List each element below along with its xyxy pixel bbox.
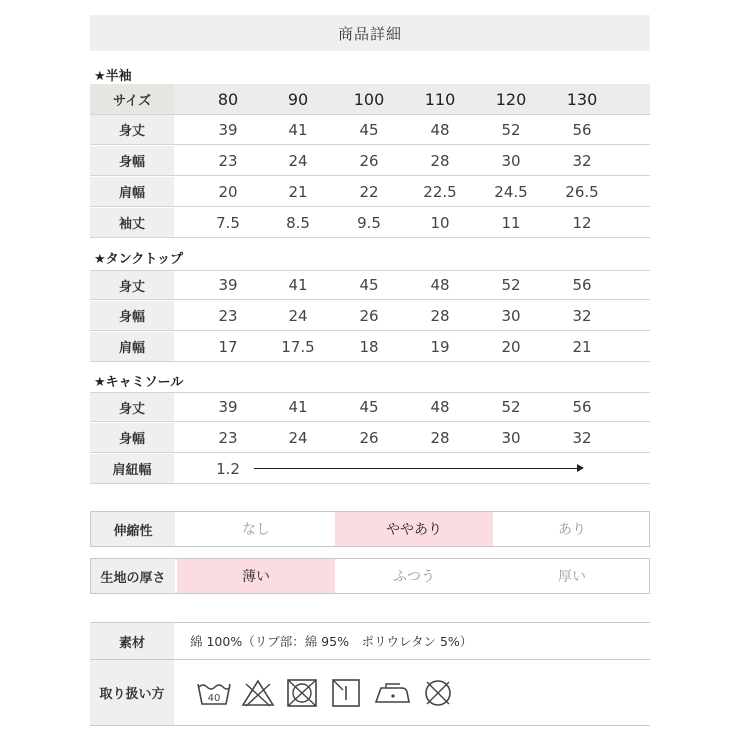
table-cell: 39 xyxy=(218,120,238,139)
table-cell: 12 xyxy=(572,213,592,232)
size-header-label: サイズ xyxy=(90,84,174,114)
table-cell: 26 xyxy=(359,151,379,170)
table-row xyxy=(90,454,650,484)
stretch-label: 伸縮性 xyxy=(91,512,175,546)
table-cell: 30 xyxy=(501,306,521,325)
section-label-tank-top: ★タンクトップ xyxy=(94,252,184,267)
page-title: 商品詳細 xyxy=(90,15,650,51)
table-cell: 24.5 xyxy=(494,182,528,201)
svg-text:40: 40 xyxy=(207,692,221,704)
thickness-label: 生地の厚さ xyxy=(91,559,175,593)
no-tumble-dry-icon xyxy=(284,678,320,708)
table-cell: 48 xyxy=(430,276,450,294)
thickness-scale xyxy=(90,558,650,594)
stretch-scale xyxy=(90,511,650,547)
table-cell: 28 xyxy=(430,306,450,325)
table-cell: 45 xyxy=(359,276,379,294)
table-row xyxy=(90,208,650,238)
table-cell: 52 xyxy=(501,120,521,139)
table-cell: 22.5 xyxy=(423,182,457,201)
table-cell: 17 xyxy=(218,337,238,356)
size-80: 80 xyxy=(217,89,239,109)
table-row xyxy=(90,146,650,176)
table-cell: 8.5 xyxy=(286,213,310,232)
size-100: 100 xyxy=(353,89,385,109)
row-label: 肩幅 xyxy=(90,177,174,206)
table-cell: 20 xyxy=(218,182,238,201)
line-dry-shade-icon xyxy=(328,678,364,708)
table-cell: 30 xyxy=(501,151,521,170)
table-row xyxy=(90,392,650,422)
table-cell: 17.5 xyxy=(281,337,315,356)
table-cell: 30 xyxy=(501,428,521,447)
table-cell: 24 xyxy=(288,306,308,325)
size-90: 90 xyxy=(287,89,309,109)
table-cell: 52 xyxy=(501,276,521,294)
care-row xyxy=(90,660,650,726)
size-110: 110 xyxy=(424,89,456,109)
table-cell: 11 xyxy=(501,213,521,232)
table-cell: 41 xyxy=(288,276,308,294)
table-cell: 1.2 xyxy=(216,459,240,478)
table-cell: 52 xyxy=(501,398,521,416)
material-text: 綿 100%（リブ部：綿 95% ポリウレタン 5%） xyxy=(190,634,473,649)
table-cell: 19 xyxy=(430,337,450,356)
table-cell: 32 xyxy=(572,428,592,447)
table-cell: 23 xyxy=(218,428,238,447)
table-cell: 56 xyxy=(572,120,592,139)
table-cell: 21 xyxy=(572,337,592,356)
thickness-option-thin: 薄い xyxy=(177,559,335,593)
thickness-option-thick: 厚い xyxy=(558,569,586,585)
table-cell: 7.5 xyxy=(216,213,240,232)
table-cell: 10 xyxy=(430,213,450,232)
table-cell: 32 xyxy=(572,151,592,170)
table-cell: 41 xyxy=(288,120,308,139)
table-cell: 24 xyxy=(288,428,308,447)
table-cell: 41 xyxy=(288,398,308,416)
section-label-camisole: ★キャミソール xyxy=(94,375,184,390)
row-label: 身幅 xyxy=(90,301,174,330)
same-value-arrow-icon xyxy=(254,468,582,469)
row-label: 身丈 xyxy=(90,115,174,144)
table-cell: 28 xyxy=(430,428,450,447)
care-label: 取り扱い方 xyxy=(90,660,174,725)
table-row xyxy=(90,301,650,331)
table-cell: 26 xyxy=(359,428,379,447)
row-label: 肩幅 xyxy=(90,332,174,361)
thickness-option-normal: ふつう xyxy=(393,569,435,585)
table-row xyxy=(90,115,650,145)
table-row xyxy=(90,270,650,300)
row-label: 肩紐幅 xyxy=(90,454,174,483)
table-cell: 23 xyxy=(218,151,238,170)
table-cell: 32 xyxy=(572,306,592,325)
table-cell: 26 xyxy=(359,306,379,325)
table-cell: 22 xyxy=(359,182,379,201)
table-cell: 21 xyxy=(288,182,308,201)
table-cell: 26.5 xyxy=(565,182,599,201)
material-row xyxy=(90,622,650,660)
no-bleach-icon xyxy=(240,678,276,708)
iron-low-icon xyxy=(372,678,412,708)
stretch-option-yes: あり xyxy=(558,522,586,538)
row-label: 身丈 xyxy=(90,393,174,421)
table-row xyxy=(90,423,650,453)
table-cell: 9.5 xyxy=(357,213,381,232)
table-cell: 56 xyxy=(572,398,592,416)
row-label: 身丈 xyxy=(90,271,174,299)
size-header-row xyxy=(90,84,650,115)
table-row xyxy=(90,332,650,362)
size-120: 120 xyxy=(495,89,527,109)
section-label-half-sleeve: ★半袖 xyxy=(94,69,132,84)
no-dry-clean-icon xyxy=(420,678,456,708)
table-cell: 56 xyxy=(572,276,592,294)
table-cell: 28 xyxy=(430,151,450,170)
table-cell: 45 xyxy=(359,398,379,416)
table-cell: 39 xyxy=(218,398,238,416)
stretch-option-none: なし xyxy=(242,522,270,538)
size-130: 130 xyxy=(566,89,598,109)
row-label: 身幅 xyxy=(90,423,174,452)
table-cell: 23 xyxy=(218,306,238,325)
care-icons xyxy=(196,660,456,725)
table-cell: 24 xyxy=(288,151,308,170)
row-label: 袖丈 xyxy=(90,208,174,237)
table-cell: 39 xyxy=(218,276,238,294)
table-cell: 20 xyxy=(501,337,521,356)
wash-40-icon xyxy=(196,678,232,708)
table-cell: 45 xyxy=(359,120,379,139)
material-label: 素材 xyxy=(90,623,174,659)
table-cell: 18 xyxy=(359,337,379,356)
table-cell: 48 xyxy=(430,398,450,416)
table-row xyxy=(90,177,650,207)
row-label: 身幅 xyxy=(90,146,174,175)
stretch-option-somewhat: ややあり xyxy=(335,512,493,546)
table-cell: 48 xyxy=(430,120,450,139)
